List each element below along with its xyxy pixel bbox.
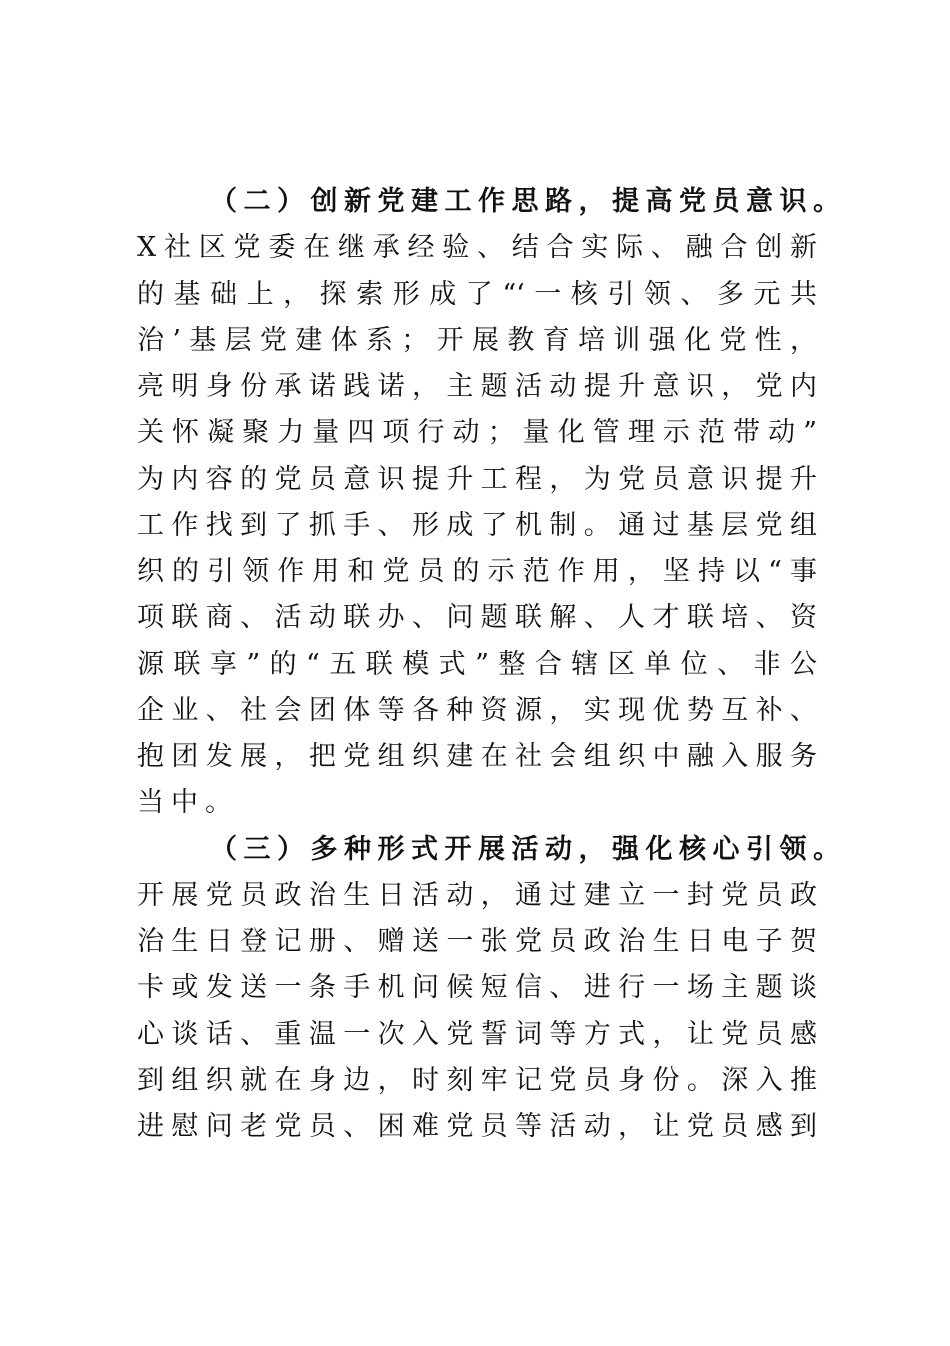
paragraph-line: 工作找到了抓手、形成了机制。通过基层党组 [137,510,817,541]
paragraph-line: 为内容的党员意识提升工程，为党员意识提升 [137,464,817,495]
section-heading-3: （三）多种形式开展活动，强化核心引领。 [210,834,840,865]
section-heading-2: （二）创新党建工作思路，提高党员意识。 [210,186,840,217]
paragraph-line: 到组织就在身边，时刻牢记党员身份。深入推 [137,1065,817,1096]
paragraph-line: 治’基层党建体系；开展教育培训强化党性， [137,325,817,356]
paragraph-line: 项联商、活动联办、问题联解、人才联培、资 [137,602,817,633]
paragraph-line: 卡或发送一条手机问候短信、进行一场主题谈 [137,972,817,1003]
paragraph-line: 企业、社会团体等各种资源，实现优势互补、 [137,695,817,726]
paragraph-line: 心谈话、重温一次入党誓词等方式，让党员感 [137,1019,817,1050]
paragraph-line: 关怀凝聚力量四项行动；量化管理示范带动” [137,417,817,448]
paragraph-line: 抱团发展，把党组织建在社会组织中融入服务 [137,741,817,772]
paragraph-line: 亮明身份承诺践诺，主题活动提升意识，党内 [137,371,817,402]
paragraph-line: 当中。 [137,787,239,818]
paragraph-line: 源联享”的“五联模式”整合辖区单位、非公 [137,649,817,680]
paragraph-line: 织的引领作用和党员的示范作用，坚持以“事 [137,556,817,587]
paragraph-line: 治生日登记册、赠送一张党员政治生日电子贺 [137,926,817,957]
paragraph-line: 的基础上，探索形成了“‘一核引领、多元共 [137,279,817,310]
paragraph-line: 开展党员政治生日活动，通过建立一封党员政 [137,880,817,911]
paragraph-line: 进慰问老党员、困难党员等活动，让党员感到 [137,1111,817,1142]
paragraph-line: X社区党委在继承经验、结合实际、融合创新 [137,232,817,263]
